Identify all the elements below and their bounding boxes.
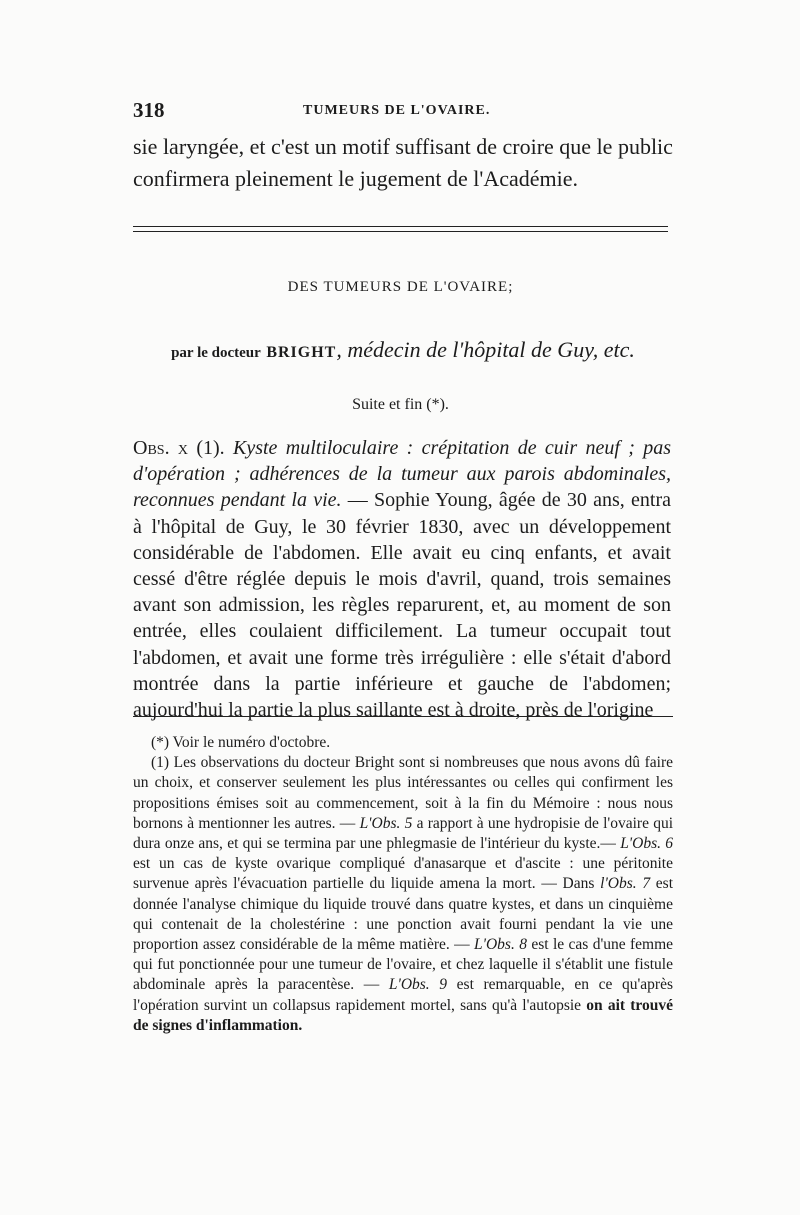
continuation-note: Suite et fin (*). [352, 396, 449, 413]
article-body [133, 435, 671, 723]
byline-prefix: par le docteur [171, 345, 261, 361]
obs9-ref: L'Obs. 9 [388, 976, 448, 994]
observation-label: Obs. x (1). [133, 437, 225, 459]
footnote-1-text-g: on ait trouvé de signes d'inflammation. [133, 996, 673, 1034]
running-title: TUMEURS DE L'OVAIRE. [303, 103, 491, 118]
footnote-1-text-f: est remarquable, en ce qu'après l'opération survint un collapsus rapidement mortel, sans qu'à l'autopsie [133, 976, 674, 1014]
observation-body: — Sophie Young, âgée de 30 ans, entra à l'hôpital de Guy, le 30 février 1830, avec un développement considérable de l'abdomen. Elle avait eu cinq enfants, et avait cessé d'être réglée depuis le mois d'avril, quand, trois semaines avant son admission, les règles reparurent, et, au moment de son entrée, elles coulaient difficilement. La tumeur occupait tout l'abdomen, et avait une forme très irrégulière : elle s'était d'abord montrée dans la partie inférieure et gauche de l'abdomen; aujourd'hui la partie la plus saillante est à droite, près de l'origine [133, 489, 671, 722]
obs6-ref: L'Obs. 6 [620, 835, 674, 853]
footnote-1 [133, 753, 673, 1036]
footnotes [133, 733, 673, 1036]
footnote-1-text-e: est le cas d'une femme qui fut ponctionnée pour une tumeur de l'ovaire, et chez laquelle il s'établit une fistule abdominale après la paracentèse. — [133, 936, 674, 994]
obs8-ref: L'Obs. 8 [474, 936, 527, 954]
obs7-ref: l'Obs. 7 [600, 875, 651, 893]
page-number: 318 [133, 98, 165, 122]
observation-title: Kyste multiloculaire : crépitation de cuir neuf ; pas d'opération ; adhérences de la tumeur aux parois abdominales, reconnues pendant la vie. [133, 437, 672, 512]
footnote-1-text-b: a rapport à une hydropisie de l'ovaire qui dura onze ans, et qui se termina par une phlegmasie de l'intérieur du kyste.— [133, 814, 674, 853]
byline-role: , médecin de l'hôpital de Guy, etc. [336, 337, 635, 362]
footnote-1-text-d: est donnée l'analyse chimique du liquide trouvé dans quatre kystes, et dans un cinquième qui contenait de la cholestérine : une ponction avait fourni pendant la vie une proportion assez considérable de la même matière. — [133, 875, 674, 954]
previous-article-ending: sie laryngée, et c'est un motif suffisant de croire que le public confirmera pleinement le jugement de l'Académie. [133, 134, 673, 191]
running-head [133, 98, 673, 122]
footnote-1-text-a: (1) Les observations du docteur Bright sont si nombreuses que nous avons dû faire un choix, et conserver seulement les plus intéressantes ou celles qui confirment les propositions émises soit au commencement, soit à la fin du Mémoire : nous nous bornons à mentionner les autres. — [133, 754, 673, 832]
byline [133, 337, 673, 363]
footnote-1-text-c: est un cas de kyste ovarique compliqué d'anasarque et d'ascite : une péritonite survenue après l'évacuation partielle du liquide amena la mort. — Dans [133, 855, 673, 893]
byline-author: BRIGHT [266, 344, 337, 361]
obs5-ref: L'Obs. 5 [359, 814, 413, 832]
footnote-rule [133, 716, 673, 717]
section-separator [133, 226, 668, 227]
article-title: DES TUMEURS DE L'OVAIRE; [287, 279, 514, 295]
footnote-star: (*) Voir le numéro d'octobre. [151, 734, 331, 751]
section-separator-double [133, 231, 668, 232]
